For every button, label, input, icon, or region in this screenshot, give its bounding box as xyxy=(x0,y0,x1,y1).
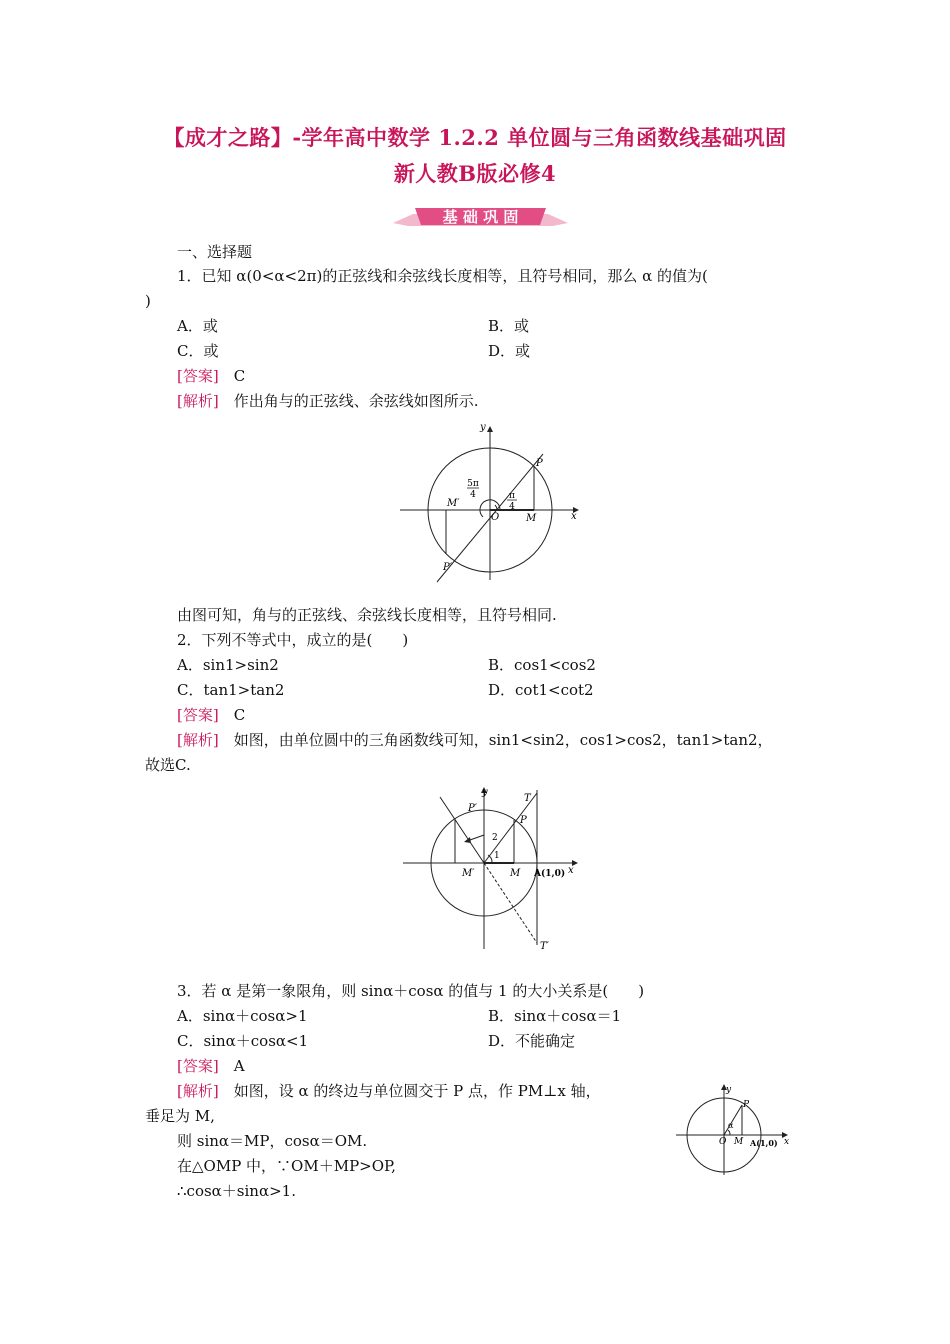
q1-option-d: D．或 xyxy=(488,342,531,360)
fig1-y: y xyxy=(480,422,486,433)
figure-unit-circle-1 xyxy=(395,420,585,585)
section-heading: 一、选择题 xyxy=(177,243,253,261)
q3-option-c: C．sinα＋cosα<1 xyxy=(177,1032,309,1050)
answer-value: C xyxy=(233,706,246,724)
q3-option-a: A．sinα＋cosα>1 xyxy=(177,1007,308,1025)
fig1-angle2-num: π xyxy=(509,491,515,501)
q1-analysis xyxy=(177,391,479,411)
figure-unit-circle-3 xyxy=(672,1080,792,1175)
fig3-p: P xyxy=(743,1100,750,1110)
q1-option-c: C．或 xyxy=(177,342,219,360)
fig1-x: x xyxy=(571,511,577,522)
fig3-x: x xyxy=(784,1137,790,1147)
q2-option-d: D．cot1<cot2 xyxy=(488,681,594,699)
analysis-tag: [解析] xyxy=(177,392,219,410)
fig1-m-prime: M′ xyxy=(447,498,460,509)
fig2-m-prime: M′ xyxy=(462,868,475,879)
fig1-o: O xyxy=(491,512,500,523)
q3-analysis-l5: ∴cosα＋sinα>1. xyxy=(177,1182,296,1200)
doc-title-line1: 【成才之路】-学年高中数学 1.2.2 单位圆与三角函数线基础巩固 xyxy=(163,125,787,150)
doc-title-line2: 新人教B版必修4 xyxy=(393,161,557,186)
fig3-y: y xyxy=(726,1085,732,1095)
answer-value: A xyxy=(233,1057,245,1075)
q2-analysis-cont: 故选C. xyxy=(145,756,191,774)
fig3-m: M xyxy=(734,1137,744,1147)
q3-answer xyxy=(177,1056,245,1076)
fig2-t: T xyxy=(524,793,531,804)
fig2-a: A(1,0) xyxy=(534,869,566,879)
q2-option-c: C．tan1>tan2 xyxy=(177,681,285,699)
fig2-p-prime: P′ xyxy=(468,803,477,814)
q3-option-d: D．不能确定 xyxy=(488,1032,576,1050)
banner-text: 基 础 巩 固 xyxy=(442,208,519,226)
analysis-text: 如图，设 α 的终边与单位圆交于 P 点，作 PM⊥x 轴， xyxy=(233,1082,601,1100)
q2-option-b: B．cos1<cos2 xyxy=(488,656,596,674)
fig1-p: P xyxy=(536,458,543,469)
fig3-a: A(1,0) xyxy=(750,1138,778,1148)
analysis-tag: [解析] xyxy=(177,731,219,749)
q3-analysis xyxy=(177,1081,601,1101)
q2-stem: 2．下列不等式中，成立的是( ) xyxy=(177,631,409,649)
answer-tag: [答案] xyxy=(177,1057,219,1075)
fig1-angle1-den: 4 xyxy=(470,490,476,500)
q3-analysis-l4: 在△OMP 中，∵OM＋MP>OP, xyxy=(177,1157,396,1175)
fig2-angle2: 2 xyxy=(492,833,498,843)
q1-stem-end: ) xyxy=(145,292,151,310)
fig2-y: y xyxy=(482,787,488,798)
q1-conclusion: 由图可知，角与的正弦线、余弦线长度相等，且符号相同. xyxy=(177,606,557,624)
q1-option-a: A．或 xyxy=(177,317,218,335)
answer-tag: [答案] xyxy=(177,367,219,385)
q2-analysis xyxy=(177,730,773,750)
q1-option-b: B．或 xyxy=(488,317,530,335)
q3-analysis-l3: 则 sinα＝MP，cosα＝OM. xyxy=(177,1132,368,1150)
fig1-p-prime: P′ xyxy=(443,562,452,573)
answer-value: C xyxy=(233,367,246,385)
figure-unit-circle-2 xyxy=(400,785,585,955)
fig1-angle1-num: 5π xyxy=(467,479,479,489)
fig2-x: x xyxy=(568,865,574,876)
q2-answer xyxy=(177,705,245,725)
analysis-text: 如图，由单位圆中的三角函数线可知，sin1<sin2，cos1>cos2，tan1>tan2， xyxy=(233,731,773,749)
analysis-text: 作出角与的正弦线、余弦线如图所示. xyxy=(233,392,479,410)
fig2-p: P xyxy=(520,815,527,826)
q1-answer xyxy=(177,366,245,386)
fig3-o: O xyxy=(719,1137,727,1147)
q3-analysis-l2: 垂足为 M, xyxy=(145,1107,215,1125)
q1-stem: 1．已知 α(0<α<2π)的正弦线和余弦线长度相等，且符号相同，那么 α 的值为( xyxy=(177,267,708,285)
answer-tag: [答案] xyxy=(177,706,219,724)
analysis-tag: [解析] xyxy=(177,1082,219,1100)
q3-stem: 3．若 α 是第一象限角，则 sinα＋cosα 的值与 1 的大小关系是( ) xyxy=(177,982,645,1000)
q3-option-b: B．sinα＋cosα＝1 xyxy=(488,1007,622,1025)
fig2-m: M xyxy=(510,868,521,879)
fig3-alpha: α xyxy=(728,1121,734,1130)
fig1-angle2-den: 4 xyxy=(509,502,515,512)
section-banner xyxy=(393,206,568,228)
fig2-t-prime: T′ xyxy=(540,941,549,952)
q2-option-a: A．sin1>sin2 xyxy=(177,656,279,674)
fig1-m: M xyxy=(526,513,537,524)
fig2-angle1: 1 xyxy=(494,851,500,861)
